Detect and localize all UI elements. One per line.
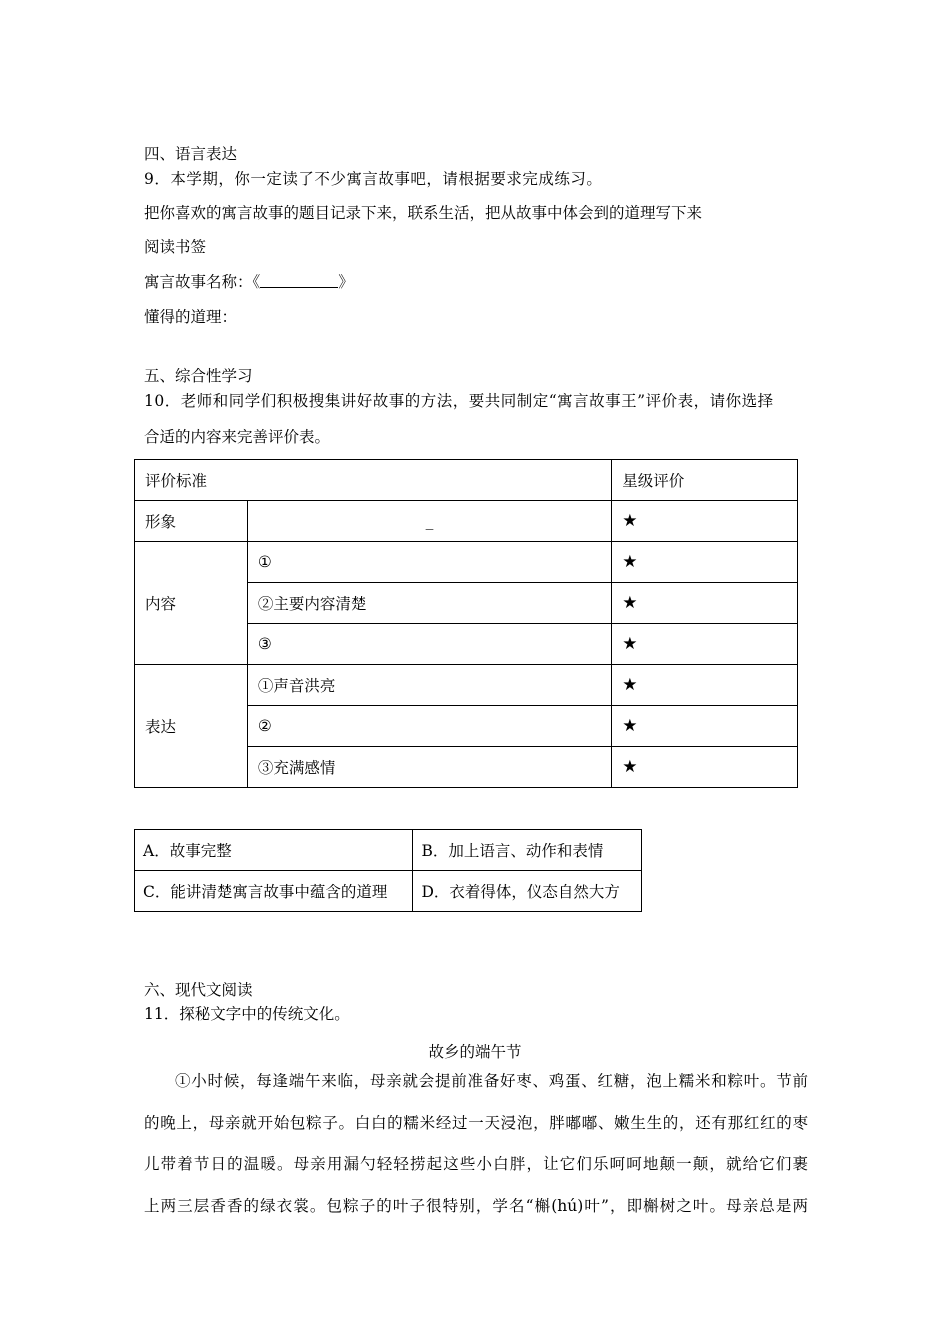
options-table: [134, 829, 642, 912]
expression-item-2[interactable]: ②: [247, 706, 611, 747]
question-10-line1: 10．老师和同学们积极搜集讲好故事的方法，要共同制定“寓言故事王”评价表，请你选择: [144, 392, 774, 410]
header-criteria: 评价标准: [135, 460, 612, 501]
evaluation-table: [134, 459, 798, 788]
option-c[interactable]: C．能讲清楚寓言故事中蕴含的道理: [135, 871, 413, 912]
row-image-blank[interactable]: _: [247, 501, 611, 542]
star-icon: ★: [612, 706, 798, 747]
option-a[interactable]: A．故事完整: [135, 830, 413, 871]
question-11: 11．探秘文字中的传统文化。: [144, 1005, 350, 1023]
question-9: 9．本学期，你一定读了不少寓言故事吧，请根据要求完成练习。: [144, 170, 603, 188]
section-6-heading: 六、现代文阅读: [144, 981, 253, 999]
star-icon: ★: [612, 665, 798, 706]
expression-item-3: ③充满感情: [247, 747, 611, 788]
expression-item-1: ①声音洪亮: [247, 665, 611, 706]
bookmark-label: 阅读书签: [144, 238, 207, 256]
paragraph-line: ①小时候，每逢端午来临，母亲就会提前准备好枣、鸡蛋、红糖，泡上糯米和粽叶。节前: [175, 1072, 808, 1090]
content-item-2: ②主要内容清楚: [247, 583, 611, 624]
lesson-label: 懂得的道理：: [144, 308, 238, 326]
section-4-heading: 四、语言表达: [144, 145, 238, 163]
story-name-close: 》: [338, 273, 354, 291]
section-5-heading: 五、综合性学习: [144, 367, 253, 385]
content-item-3[interactable]: ③: [247, 624, 611, 665]
star-icon: ★: [612, 747, 798, 788]
table-row: [135, 542, 798, 583]
star-icon: ★: [612, 624, 798, 665]
option-d[interactable]: D．衣着得体，仪态自然大方: [413, 871, 642, 912]
paragraph-line: 上两三层香香的绿衣裳。包粽子的叶子很特别，学名“槲(hú)叶”，即槲树之叶。母亲总是两: [144, 1196, 808, 1215]
story-name-blank[interactable]: [260, 272, 338, 288]
story-name-line: [144, 272, 354, 292]
star-icon: ★: [612, 501, 798, 542]
expression-label: 表达: [135, 665, 248, 788]
content-label: 内容: [135, 542, 248, 665]
table-row: [135, 665, 798, 706]
table-row: [135, 501, 798, 542]
row-image-label: 形象: [135, 501, 248, 542]
table-row: [135, 871, 642, 912]
article-title: 故乡的端午节: [428, 1043, 522, 1061]
table-row: [135, 460, 798, 501]
paragraph-line: 儿带着节日的温暖。母亲用漏勺轻轻捞起这些小白胖，让它们乐呵呵地颠一颠，就给它们裹: [144, 1155, 808, 1173]
content-item-1[interactable]: ①: [247, 542, 611, 583]
article-paragraph: [144, 1061, 808, 1227]
question-10-line2: 合适的内容来完善评价表。: [144, 428, 331, 446]
star-icon: ★: [612, 542, 798, 583]
option-b[interactable]: B．加上语言、动作和表情: [413, 830, 642, 871]
header-rating: 星级评价: [612, 460, 798, 501]
story-name-label: 寓言故事名称：《: [144, 273, 261, 291]
star-icon: ★: [612, 583, 798, 624]
paragraph-line: 的晚上，母亲就开始包粽子。白白的糯米经过一天浸泡，胖嘟嘟、嫩生生的，还有那红红的枣: [144, 1113, 808, 1132]
table-row: [135, 830, 642, 871]
q9-instruction: 把你喜欢的寓言故事的题目记录下来，联系生活，把从故事中体会到的道理写下来: [144, 204, 703, 222]
